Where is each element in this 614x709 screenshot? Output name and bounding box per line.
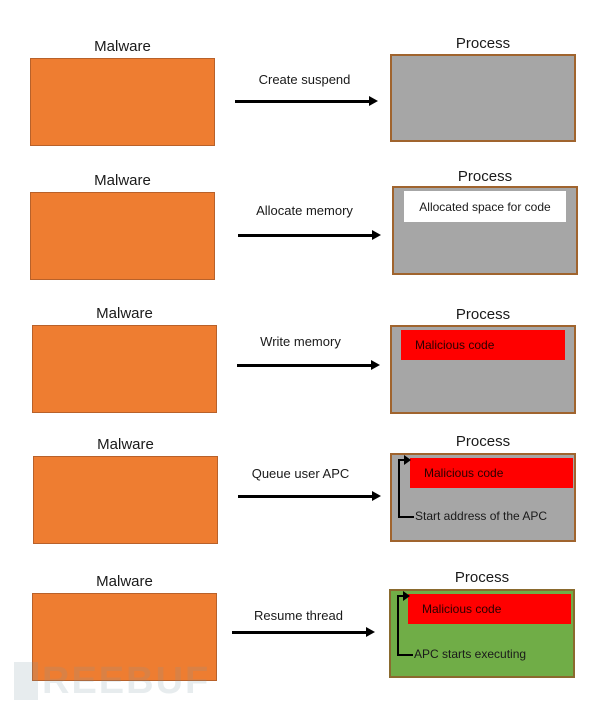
pointer-line [398,459,400,518]
process-label: Process [455,433,511,450]
malicious-code-box: Malicious code [408,594,571,624]
process-label: Process [457,168,513,185]
process-box [392,186,578,275]
arrow [235,96,378,106]
malware-box [30,58,215,146]
malware-label: Malware [96,573,153,590]
arrow [238,230,381,240]
arrow [237,360,380,370]
process-label: Process [455,306,511,323]
step-label: Create suspend [258,72,351,87]
pointer-arrowhead [404,455,411,465]
process-box [390,325,576,414]
arrow [238,491,381,501]
step-label: Allocate memory [256,203,353,218]
malware-box [30,192,215,280]
malicious-code-box: Malicious code [410,458,573,488]
process-label: Process [455,35,511,52]
allocated-space-box: Allocated space for code [404,191,566,222]
malware-label: Malware [97,436,154,453]
process-box [390,453,576,542]
watermark: REEBUF [42,660,211,702]
arrow [232,627,375,637]
malware-label: Malware [94,38,151,55]
malware-box [32,325,217,413]
step-label: Queue user APC [251,466,350,481]
pointer-line [398,516,414,518]
apc-note: Start address of the APC [415,509,548,523]
malware-label: Malware [96,305,153,322]
malicious-code-box: Malicious code [401,330,565,360]
step-label: Resume thread [254,608,343,623]
process-label: Process [454,569,510,586]
pointer-arrowhead [403,591,410,601]
step-label: Write memory [260,334,341,349]
watermark-logo-icon [14,662,38,700]
pointer-line [397,654,413,656]
process-box [390,54,576,142]
malware-box [33,456,218,544]
execution-note: APC starts executing [414,647,527,661]
malware-label: Malware [94,172,151,189]
pointer-line [397,595,399,656]
process-box [389,589,575,678]
